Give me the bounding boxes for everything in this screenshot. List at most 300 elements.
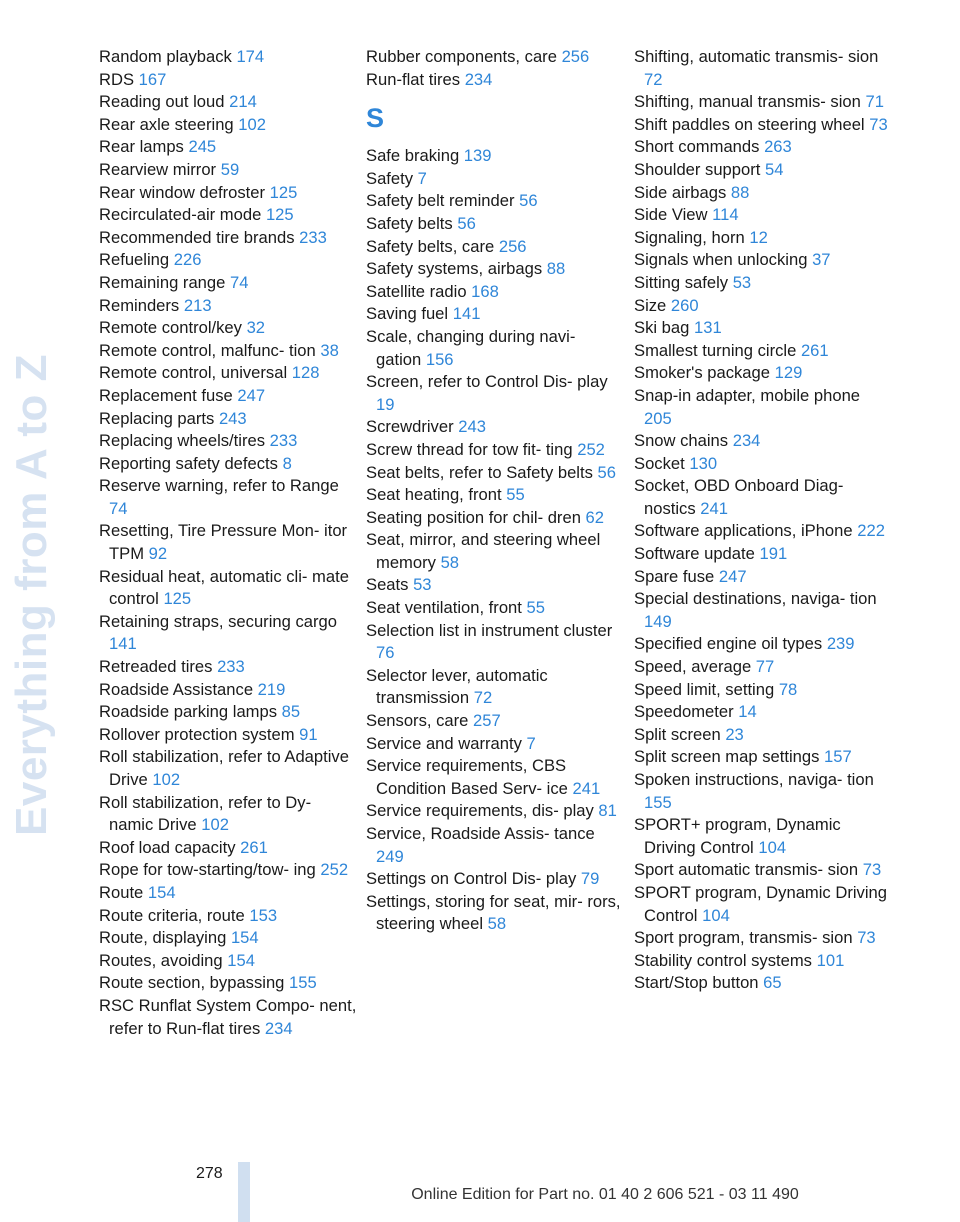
index-entry [634,633,892,656]
index-page-link[interactable]: 191 [759,544,788,564]
index-page-link[interactable]: 85 [281,702,301,722]
index-term: Reserve warning, refer to Range [99,476,339,496]
index-term: Selection list in instrument cluster [366,620,613,640]
index-page-link[interactable]: 233 [269,431,298,451]
index-term: Random playback [99,47,232,66]
index-page-link[interactable]: 91 [299,724,318,744]
index-term: Roadside parking lamps [99,702,278,722]
index-entry [634,769,892,814]
index-term: Screw thread for tow fit‐ ting [366,439,573,459]
index-term: Route, displaying [99,928,227,948]
index-page-link[interactable]: 125 [163,589,192,609]
index-page-link[interactable]: 71 [865,92,884,112]
index-entry [634,204,892,227]
index-term: Stability control systems [634,950,812,970]
index-page-link[interactable]: 8 [282,453,292,473]
index-page-link[interactable]: 55 [526,598,545,618]
index-term: Safety belts, care [366,236,495,256]
index-entry [99,882,357,905]
footer-accent-bar [238,1162,250,1222]
index-page-link[interactable]: 257 [473,711,501,731]
index-entry [366,190,624,213]
index-page-link[interactable]: 7 [526,733,536,753]
index-page-link[interactable]: 53 [732,272,752,292]
index-entry [99,792,357,837]
index-term: Software applications, iPhone [634,521,853,541]
index-page-link[interactable]: 261 [800,340,829,360]
index-term: Shoulder support [634,159,761,179]
index-column-2 [366,46,624,936]
index-term: Snow chains [634,431,729,451]
index-entry [634,814,892,859]
index-term: Safety belts [366,213,453,233]
index-entry [634,588,892,633]
index-entry [634,159,892,182]
index-term: Roof load capacity [99,837,236,857]
index-page-link[interactable]: 101 [816,950,845,970]
index-page-link[interactable]: 214 [229,92,257,112]
index-entry [99,159,357,182]
index-page-link[interactable]: 154 [227,950,255,970]
index-entry [634,91,892,114]
index-page-link[interactable]: 76 [376,643,395,663]
index-page-link[interactable]: 38 [320,340,339,360]
index-entry [99,611,357,656]
index-term: Spare fuse [634,566,715,586]
index-entry [99,136,357,159]
index-term: Signaling, horn [634,227,745,247]
index-term: Smoker's package [634,363,770,383]
index-term: Sitting safely [634,272,729,292]
index-entry [634,566,892,589]
index-entry [366,710,624,733]
page-number: 278 [196,1165,223,1182]
index-page-link[interactable]: 23 [725,724,744,744]
index-entry [634,362,892,385]
index-term: Seat belts, refer to Safety belts [366,462,593,482]
index-page-link[interactable]: 32 [246,318,266,338]
index-page-link[interactable]: 102 [238,114,266,134]
index-term: Ski bag [634,318,690,338]
index-entry [634,927,892,950]
index-entry [99,475,357,520]
index-term: Settings, storing for seat, mir‐ rors, steering wheel [366,891,621,934]
index-page-link[interactable]: 263 [764,137,792,157]
index-page-link[interactable]: 149 [644,611,672,631]
index-entry [634,317,892,340]
index-term: Service and warranty [366,733,522,753]
index-term: Signals when unlocking [634,250,808,270]
index-term: Rearview mirror [99,159,217,179]
index-page-link[interactable]: 72 [644,69,663,89]
index-entry [99,972,357,995]
index-entry [99,701,357,724]
index-term: Short commands [634,137,760,157]
index-term: Rear lamps [99,137,184,157]
index-entry [366,46,624,69]
index-entry [366,891,624,936]
index-entry [634,430,892,453]
index-page-link[interactable]: 243 [218,408,247,428]
index-page-link[interactable]: 73 [862,860,882,880]
index-term: Roll stabilization, refer to Adaptive Drive [99,747,349,789]
index-column-2-top [366,46,624,91]
index-entry [634,701,892,724]
index-page-link[interactable]: 77 [755,657,775,677]
index-page-link[interactable]: 239 [826,634,855,654]
index-page-link[interactable]: 222 [857,521,885,541]
index-entry [366,529,624,574]
index-entry [366,507,624,530]
index-page-link[interactable]: 92 [148,544,168,564]
index-entry [634,746,892,769]
index-page-link[interactable]: 104 [702,905,730,925]
index-entry [99,91,357,114]
index-entry [634,114,892,137]
index-entry [634,249,892,272]
side-section-title-text: Everything from A to Z [7,354,57,836]
index-entry [634,543,892,566]
index-term: Replacing wheels/tires [99,431,266,451]
index-page-link[interactable]: 168 [471,281,499,301]
index-entry [634,859,892,882]
index-term: Retaining straps, securing cargo [99,611,337,631]
index-entry [634,656,892,679]
index-page-link[interactable]: 53 [413,575,432,595]
index-page-link[interactable]: 79 [580,869,600,889]
index-entry [99,746,357,791]
index-term: Seating position for chil‐ dren [366,507,581,527]
index-entry [634,679,892,702]
index-term: Service, Roadside Assis‐ tance [366,824,595,843]
index-entry [366,258,624,281]
index-term: Reading out loud [99,92,225,112]
index-page-link[interactable]: 19 [376,394,395,414]
index-term: Side View [634,205,708,225]
index-page-link[interactable]: 88 [546,259,566,279]
index-entry [99,837,357,860]
index-entry [99,566,357,611]
index-entry [99,679,357,702]
index-page-link[interactable]: 81 [598,801,617,821]
index-page-link[interactable]: 219 [257,679,286,699]
index-entry [366,168,624,191]
index-page-link[interactable]: 56 [519,191,538,211]
index-page-link[interactable]: 74 [109,498,128,518]
index-entry [366,733,624,756]
index-page-link[interactable]: 62 [585,507,605,527]
index-page-link[interactable]: 205 [644,408,672,428]
index-term: Satellite radio [366,281,467,301]
index-entry [99,520,357,565]
index-entry [366,620,624,665]
index-entry [634,724,892,747]
index-page-link[interactable]: 155 [644,792,672,812]
index-term: Refueling [99,250,170,270]
index-entry [99,995,357,1040]
index-term: Smallest turning circle [634,340,797,360]
index-page-link[interactable]: 154 [230,928,259,948]
index-page-link[interactable]: 226 [173,250,202,270]
index-entry [366,823,624,868]
index-page-link[interactable]: 7 [417,168,427,188]
index-page-link[interactable]: 59 [220,159,240,179]
index-term: Route section, bypassing [99,973,285,993]
index-term: Route [99,882,144,902]
index-entry [99,227,357,250]
index-page-link[interactable]: 131 [693,318,722,338]
index-page-link[interactable]: 72 [473,688,493,708]
index-entry [634,136,892,159]
index-entry [634,46,892,91]
index-entry [99,46,357,69]
index-column-1 [99,46,357,1040]
index-term: Socket, OBD Onboard Diag‐ nostics [634,476,844,518]
index-term: Rear window defroster [99,182,266,202]
index-term: Recommended tire brands [99,227,295,247]
index-entry [99,295,357,318]
index-page-link[interactable]: 14 [738,702,757,722]
index-term: Seat heating, front [366,485,502,505]
index-term: Roll stabilization, refer to Dy‐ namic Drive [99,792,312,835]
index-term: Safety belt reminder [366,191,515,211]
index-term: Replacement fuse [99,385,233,405]
index-term: Spoken instructions, naviga‐ tion [634,770,874,789]
index-entry [99,182,357,205]
index-term: Split screen map settings [634,747,820,767]
index-term: SPORT program, Dynamic Driving Control [634,882,887,925]
index-entry [366,281,624,304]
index-entry [366,755,624,800]
index-entry [634,972,892,995]
index-term: Safety systems, airbags [366,259,543,279]
index-term: Screwdriver [366,417,454,437]
index-entry [366,213,624,236]
index-term: Roadside Assistance [99,679,254,699]
index-page-link[interactable]: 247 [718,566,747,586]
index-page-link[interactable]: 252 [320,860,349,880]
index-page-link[interactable]: 252 [577,439,605,459]
index-term: Speedometer [634,702,734,722]
index-term: Rear axle steering [99,114,234,134]
index-term: Split screen [634,724,721,744]
index-page-link[interactable]: 233 [217,657,245,677]
index-page-link[interactable]: 167 [138,69,167,89]
index-column-2-main [366,145,624,936]
index-entry [634,340,892,363]
index-entry [99,408,357,431]
index-page-link[interactable]: 233 [299,227,327,247]
index-term: Residual heat, automatic cli‐ mate control [99,566,349,609]
index-entry [366,868,624,891]
index-entry [366,416,624,439]
index-term: Special destinations, naviga‐ tion [634,589,877,609]
index-page-link[interactable]: 234 [464,69,493,89]
index-term: Side airbags [634,182,727,202]
index-term: Socket [634,453,685,473]
index-term: Run-flat tires [366,69,461,89]
index-entry [366,597,624,620]
index-entry [99,249,357,272]
index-page-link[interactable]: 241 [572,778,601,798]
index-entry [99,656,357,679]
index-term: Rubber components, care [366,47,557,66]
index-term: Rope for tow-starting/tow‐ ing [99,860,316,880]
index-entry [99,340,357,363]
index-page-link[interactable]: 54 [765,159,784,179]
index-term: Routes, avoiding [99,950,223,970]
index-term: Service requirements, CBS Condition Based Serv‐ ice [366,756,568,798]
index-term: Seat ventilation, front [366,598,522,618]
index-entry [366,371,624,416]
index-entry [99,317,357,340]
index-term: RDS [99,69,135,89]
index-page-link[interactable]: 104 [758,837,787,857]
index-term: RSC Runflat System Compo‐ nent, refer to Run-flat tires [99,995,357,1038]
index-page-link[interactable]: 241 [700,498,728,518]
index-page-link[interactable]: 56 [457,213,476,233]
index-page-link[interactable]: 260 [670,295,699,315]
index-page-link[interactable]: 12 [749,227,768,247]
index-page-link[interactable]: 139 [463,146,492,166]
index-term: Reminders [99,295,180,315]
index-term: Saving fuel [366,304,449,324]
index-page-link[interactable]: 56 [597,462,616,482]
index-entry [99,362,357,385]
index-term: Scale, changing during navi‐ gation [366,326,576,369]
index-page-link[interactable]: 88 [730,182,750,202]
index-term: Safe braking [366,146,460,166]
index-entry [99,927,357,950]
index-entry [366,236,624,259]
index-page-link[interactable]: 73 [857,928,876,948]
index-page-link[interactable]: 102 [201,815,229,835]
index-term: Speed limit, setting [634,679,775,699]
index-page-link[interactable]: 129 [774,363,803,383]
index-entry [366,665,624,710]
index-page-link[interactable]: 74 [230,272,249,292]
index-term: Start/Stop button [634,973,759,993]
index-page-link[interactable]: 65 [763,973,782,993]
index-page-link[interactable]: 234 [732,431,761,451]
index-entry [366,484,624,507]
index-page-link[interactable]: 58 [440,552,460,572]
index-term: Remote control, universal [99,363,288,383]
index-page-link[interactable]: 73 [869,114,888,134]
index-entry [634,182,892,205]
index-entry [99,385,357,408]
index-entry [634,950,892,973]
index-page-link[interactable]: 130 [689,453,718,473]
index-entry [99,453,357,476]
index-term: Software update [634,544,755,564]
index-term: Retreaded tires [99,657,213,677]
index-term: Safety [366,168,414,188]
index-term: Shifting, automatic transmis‐ sion [634,47,879,66]
index-term: Specified engine oil types [634,634,823,654]
index-entry [99,724,357,747]
index-page-link[interactable]: 256 [498,236,527,256]
index-page-link[interactable]: 37 [812,250,831,270]
index-page-link[interactable]: 141 [109,634,137,654]
index-term: Seat, mirror, and steering wheel memory [366,530,601,572]
index-entry [634,882,892,927]
index-entry [99,430,357,453]
index-entry [366,145,624,168]
index-entry [99,272,357,295]
index-page-link[interactable]: 154 [147,882,176,902]
index-entry [366,462,624,485]
index-entry [634,385,892,430]
index-page-link[interactable]: 249 [376,846,404,866]
index-page-link[interactable]: 174 [236,47,265,66]
index-term: Selector lever, automatic transmission [366,665,548,708]
index-entry [99,204,357,227]
index-entry [366,439,624,462]
index-page-link[interactable]: 157 [824,747,852,767]
index-term: Screen, refer to Control Dis‐ play [366,372,608,392]
index-entry [366,574,624,597]
index-page-link[interactable]: 234 [264,1018,293,1038]
section-letter-s: S [366,103,385,134]
index-entry [366,303,624,326]
index-entry [99,859,357,882]
index-page-link[interactable]: 141 [452,304,481,324]
index-entry [366,69,624,92]
index-term: Remaining range [99,272,226,292]
index-page-link[interactable]: 247 [237,385,266,405]
index-term: Replacing parts [99,408,215,428]
index-term: Service requirements, dis‐ play [366,801,594,821]
index-term: Settings on Control Dis‐ play [366,869,577,889]
index-term: Sport program, transmis‐ sion [634,928,853,948]
index-page-link[interactable]: 128 [291,363,320,383]
index-page-link[interactable]: 102 [152,770,181,789]
index-term: Rollover protection system [99,724,295,744]
index-page-link[interactable]: 114 [712,205,739,225]
index-entry [99,905,357,928]
index-term: Reporting safety defects [99,453,278,473]
index-page-link[interactable]: 245 [188,137,217,157]
index-term: Shift paddles on steering wheel [634,114,865,134]
index-entry [634,272,892,295]
index-page-link[interactable]: 58 [487,914,507,934]
index-page-link[interactable]: 78 [778,679,798,699]
index-term: Remote control/key [99,318,242,338]
index-entry [99,950,357,973]
index-page-link[interactable]: 213 [183,295,212,315]
index-term: Remote control, malfunc‐ tion [99,340,316,360]
index-page-link[interactable]: 55 [506,485,525,505]
index-page-link[interactable]: 243 [458,417,486,437]
index-page-link[interactable]: 256 [561,47,590,66]
index-entry [366,800,624,823]
index-page-link[interactable]: 261 [240,837,268,857]
footer-edition-text: Online Edition for Part no. 01 40 2 606 521 - 03 11 490 [411,1186,799,1203]
index-entry [634,227,892,250]
index-entry [99,69,357,92]
index-term: Shifting, manual transmis‐ sion [634,92,861,112]
index-entry [634,295,892,318]
index-page-link[interactable]: 153 [249,905,278,925]
index-page-link[interactable]: 125 [265,205,294,225]
index-page-link[interactable]: 125 [269,182,298,202]
index-page-link[interactable]: 156 [425,349,454,369]
index-term: Sensors, care [366,711,469,731]
index-page-link[interactable]: 155 [289,973,317,993]
index-term: Sport automatic transmis‐ sion [634,860,859,880]
index-term: Seats [366,575,409,595]
